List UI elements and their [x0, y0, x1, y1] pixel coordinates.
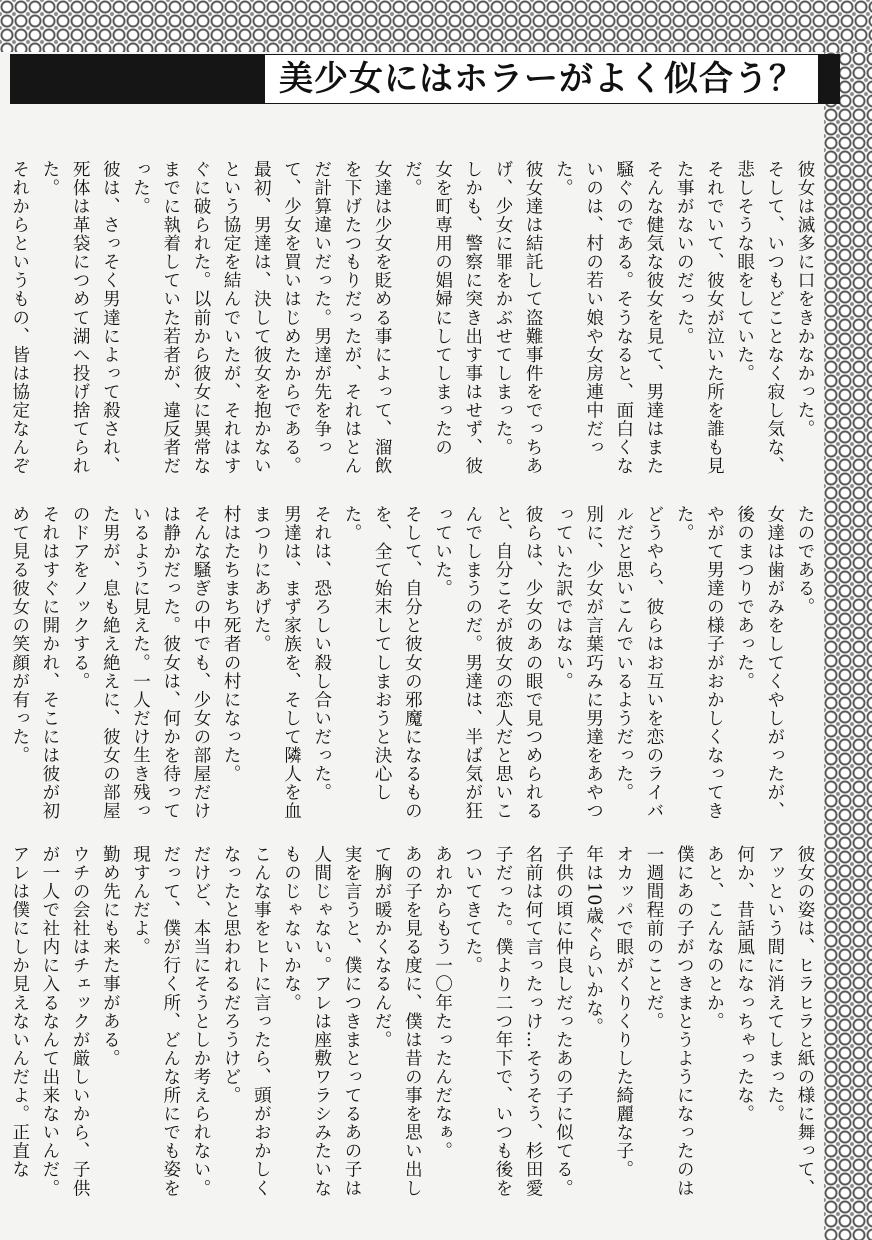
- paragraph: オカッパで眼がくりくりした綺麗な子。: [613, 845, 634, 1179]
- paragraph: だけど、本当にそうとしか考えられない。だって、僕が行く所、どんな所にでも姿を現すんだよ。: [130, 845, 211, 1198]
- text-block-middle: [9, 505, 820, 830]
- paragraph: それからというもの、皆は協定なんぞ: [9, 160, 30, 476]
- page-title: 美少女にはホラーがよく似合う？: [265, 55, 818, 103]
- paragraph: 彼女は滅多に口をきかなかった。: [795, 160, 815, 439]
- decorative-border-top: [0, 0, 872, 52]
- paragraph: 彼女の姿は、ヒラヒラと紙の様に舞って、アッという間に消えてしまった。: [764, 845, 815, 1198]
- paragraph: 勤め先にも来た事がある。: [100, 845, 121, 1068]
- paragraph: やがて男達の様子がおかしくなってきた。: [674, 505, 725, 821]
- paragraph: 実を言うと、僕につきまとってるあの子は人間じゃない。アレは座敷ワラシみたいなものじゃないかな。: [281, 845, 362, 1198]
- paragraph: 彼らは、少女のあの眼で見つめられると、自分こそが彼女の恋人だと思いこんでしまうのだ。男達は、半ば気が狂っていた。: [432, 505, 544, 821]
- paragraph: それはすぐに開かれ、そこには彼が初めて見る彼女の笑顔が有った。: [9, 505, 60, 821]
- paragraph: しかも、警察に突き出す事はせず、彼女を町専用の娼婦にしてしまったのだ。: [402, 160, 483, 476]
- paragraph: こんな事をヒトに言ったら、頭がおかしくなったと思われるだろうけど。: [221, 845, 272, 1198]
- paragraph: ウチの会社はチェックが厳しいから、子供が一人で社内に入るなんて出来ないんだ。: [39, 845, 91, 1198]
- paragraph: そして、自分と彼女の邪魔になるものを、全て始末してしまおうと決心した。: [341, 505, 423, 821]
- paragraph: それでいて、彼女が泣いた所を誰も見た事がないのだった。: [674, 160, 725, 476]
- paragraph: 彼は、さっそく男達によって殺され、死体は革袋につめて湖へ投げ捨てられた。: [39, 160, 121, 476]
- paragraph: 女達は少女を貶める事によって、溜飲を下げたつもりだったが、それはとんだ計算違いだった。男達が先を争って、少女を買いはじめたからである。: [281, 160, 393, 476]
- paragraph: 年は10歳ぐらいかな。: [583, 845, 604, 1037]
- paragraph: たのである。: [795, 505, 815, 617]
- paragraph: 何か、昔話風になっちゃったな。: [734, 845, 755, 1124]
- paragraph: 女達は歯がみをしてくやしがったが、後のまつりであった。: [734, 505, 785, 821]
- decorative-border-right: [824, 52, 872, 1240]
- paragraph: どうやら、彼らはお互いを恋のライバルだと思いこんでいるようだった。: [613, 505, 664, 821]
- paragraph: あの子を見る度に、僕は昔の事を思い出して胸が暖かくなるんだ。: [372, 845, 423, 1198]
- title-bar: [10, 54, 840, 104]
- paragraph: そんな健気な彼女を見て、男達はまた騒ぐのである。そうなると、面白くないのは、村の若い娘や女房連中だった。: [553, 160, 664, 476]
- paragraph: 村はたちまち死者の村になった。: [221, 505, 242, 784]
- paragraph: それは、恐ろしい殺し合いだった。: [311, 505, 332, 802]
- paragraph: あと、こんなのとか。: [704, 845, 725, 1031]
- text-block-top: [9, 160, 820, 485]
- paragraph: 僕にあの子がつきまとうようになったのは一週間程前のことだ。: [643, 845, 695, 1198]
- text-block-bottom: [9, 845, 820, 1205]
- paragraph: [0, 505, 5, 830]
- paragraph: そんな騒ぎの中でも、少女の部屋だけは静かだった。彼女は、何かを待っているように見えた。一人だけ生き残った男が、息も絶え絶えに、彼女の部屋のドアをノックする。: [70, 505, 211, 821]
- paragraph: 最初、男達は、決して彼女を抱かないという協定を結んでいたが、それはすぐに破られた。以前から彼女に異常なまでに執着していた若者が、違反者だった。: [130, 160, 272, 476]
- paragraph: 彼女達は結託して盗難事件をでっちあげ、少女に罪をかぶせてしまった。: [492, 160, 544, 476]
- paragraph: 男達は、まず家族を、そして隣人を血まつりにあげた。: [251, 505, 302, 821]
- paragraph: 子供の頃に仲良しだったあの子に似てる。名前は何て言ったっけ…そうそう、杉田愛子だった。僕より二つ年下で、いつも後をついてきてた。: [462, 845, 574, 1198]
- paragraph: そして、いつもどことなく寂し気な、悲しそうな眼をしていた。: [734, 160, 785, 476]
- paragraph: あれからもう一〇年たったんだなぁ。: [432, 845, 453, 1161]
- paragraph: 別に、少女が言葉巧みに男達をあやつっていた訳ではない。: [553, 505, 604, 821]
- paragraph: アレは僕にしか見えないんだよ。正直な: [9, 845, 30, 1179]
